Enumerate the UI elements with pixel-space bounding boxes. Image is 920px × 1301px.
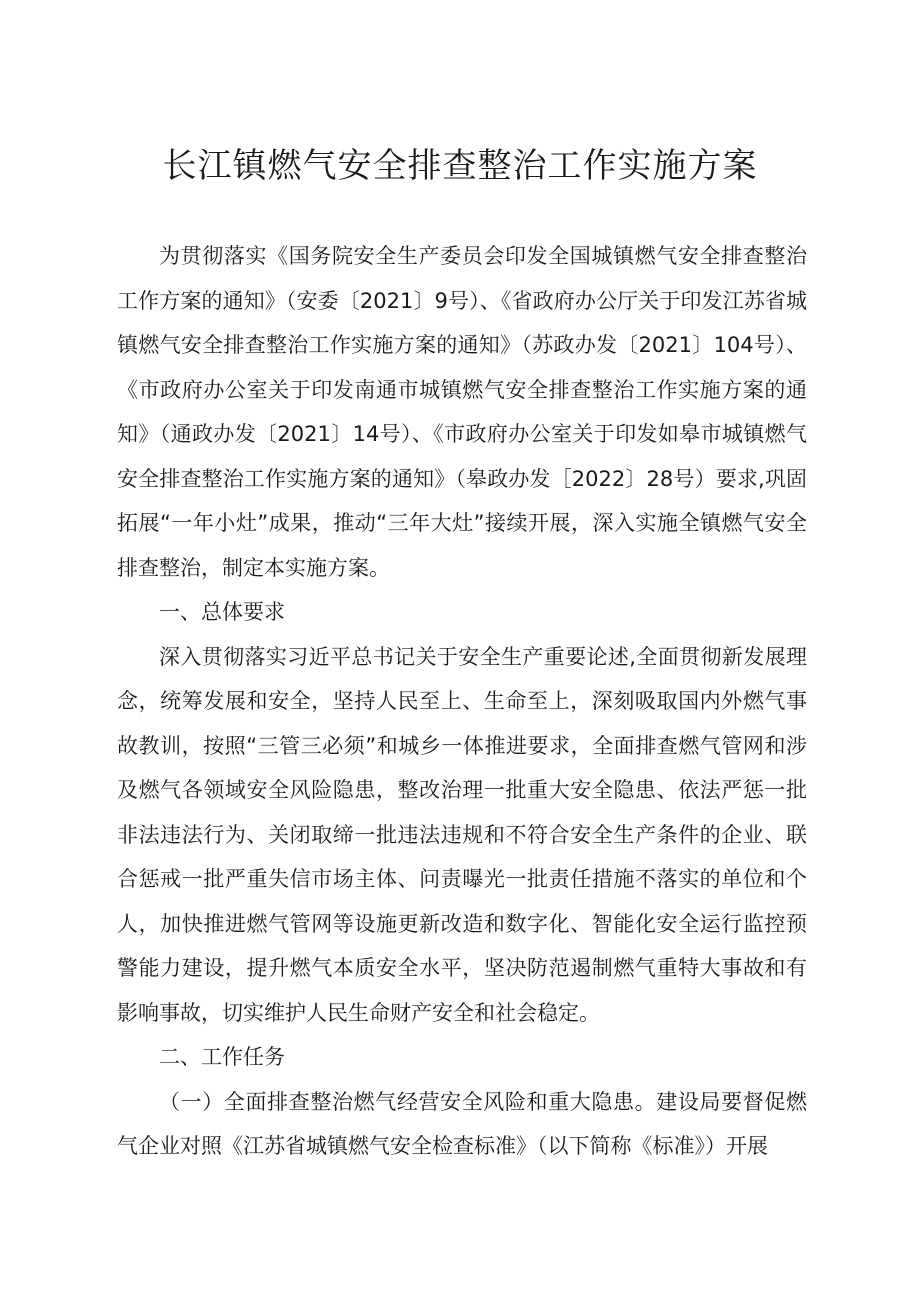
section-heading-general-requirements: 一、总体要求 [159,600,285,624]
document-body [117,234,807,1169]
section-heading-work-tasks: 二、工作任务 [159,1045,285,1069]
document-title: 长江镇燃气安全排查整治工作实施方案 [162,146,758,186]
general-requirements-paragraph: 深入贯彻落实习近平总书记关于安全生产重要论述,全面贯彻新发展理念，统筹发展和安全，坚持人民至上、生命至上，深刻吸取国内外燃气事故教训，按照“三管三必须”和城乡一体推进要求，全面排查燃气管网和涉及燃气各领域安全风险隐患，整改治理一批重大安全隐患、依法严惩一批非法违法行为、关闭取缔一批违法违规和不符合安全生产条件的企业、联合惩戒一批严重失信市场主体、问责曝光一批责任措施不落实的单位和个人，加快推进燃气管网等设施更新改造和数字化、智能化安全运行监控预警能力建设，提升燃气本质安全水平，坚决防范遏制燃气重特大事故和有影响事故，切实维护人民生命财产安全和社会稳定。 [117,644,807,1025]
work-tasks-paragraph: （一）全面排查整治燃气经营安全风险和重大隐患。建设局要督促燃气企业对照《江苏省城镇燃气安全检查标准》（以下简称《标准》）开展 [117,1089,807,1158]
intro-paragraph: 为贯彻落实《国务院安全生产委员会印发全国城镇燃气安全排查整治工作方案的通知》（安委〔2021〕9号）、《省政府办公厅关于印发江苏省城镇燃气安全排查整治工作实施方案的通知》（苏政办发〔2021〕104号）、《市政府办公室关于印发南通市城镇燃气安全排查整治工作实施方案的通知》（通政办发〔2021〕14号）、《市政府办公室关于印发如皋市城镇燃气安全排查整治工作实施方案的通知》（皋政办发［2022〕28号）要求,巩固拓展“一年小灶”成果，推动“三年大灶”接续开展，深入实施全镇燃气安全排查整治，制定本实施方案。 [117,244,807,580]
